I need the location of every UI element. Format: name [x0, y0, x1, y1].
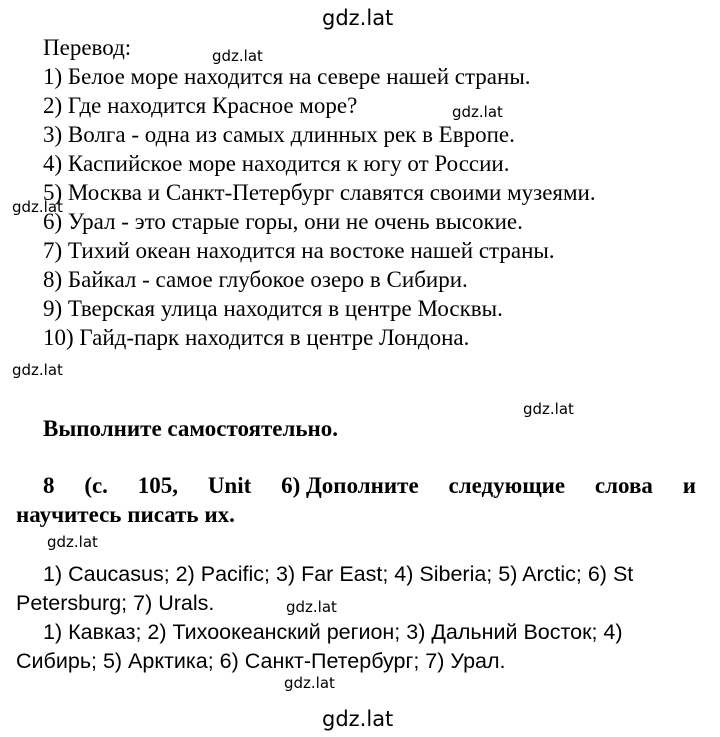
answer-russian-line: Сибирь; 5) Арктика; 6) Санкт-Петербург; 7) Урал. — [16, 649, 506, 673]
task-heading-word: (с. — [84, 473, 108, 498]
task-heading-word: 6) Дополните — [281, 473, 419, 498]
independent-heading: Выполните самостоятельно. — [43, 416, 339, 441]
translation-line: 8) Байкал - самое глубокое озеро в Сибири. — [43, 267, 468, 292]
watermark: gdz.lat — [12, 198, 63, 216]
watermark: gdz.lat — [523, 400, 574, 418]
translation-line: 5) Москва и Санкт-Петербург славятся своими музеями. — [43, 180, 596, 205]
translation-line: 6) Урал - это старые горы, они не очень высокие. — [43, 209, 523, 234]
watermark: gdz.lat — [284, 674, 335, 692]
translation-line: 1) Белое море находится на севере нашей страны. — [43, 64, 531, 89]
watermark: gdz.lat — [12, 361, 63, 379]
translation-line: 4) Каспийское море находится к югу от России. — [43, 151, 510, 176]
task-heading-word: и — [682, 473, 696, 498]
translation-line: 7) Тихий океан находится на востоке нашей страны. — [43, 238, 555, 263]
task-heading-line2: научитесь писать их. — [16, 502, 235, 527]
translation-line: 3) Волга - одна из самых длинных рек в Европе. — [43, 122, 515, 147]
translation-line: 2) Где находится Красное море? — [43, 93, 358, 118]
watermark: gdz.lat — [452, 103, 503, 121]
task-heading-word: 105, — [137, 473, 178, 498]
task-heading-word: слова — [594, 473, 653, 498]
translation-line: 9) Тверская улица находится в центре Москвы. — [43, 296, 503, 321]
task-heading-word: 8 — [43, 473, 55, 498]
task-heading-word: Unit — [207, 473, 252, 498]
watermark: gdz.lat — [47, 533, 98, 551]
task-heading-word: следующие — [448, 473, 566, 498]
answer-russian-line: 1) Кавказ; 2) Тихоокеанский регион; 3) Дальний Восток; 4) — [43, 620, 623, 644]
watermark: gdz.lat — [286, 598, 337, 616]
translation-heading: Перевод: — [43, 35, 132, 60]
translation-line: 10) Гайд-парк находится в центре Лондона. — [43, 325, 470, 350]
watermark: gdz.lat — [322, 6, 394, 30]
answer-english-line: 1) Caucasus; 2) Pacific; 3) Far East; 4) Siberia; 5) Arctic; 6) St — [43, 562, 634, 586]
watermark: gdz.lat — [322, 707, 394, 731]
answer-english-line: Petersburg; 7) Urals. — [16, 591, 215, 615]
task-heading-line — [43, 471, 696, 500]
watermark: gdz.lat — [212, 47, 263, 65]
